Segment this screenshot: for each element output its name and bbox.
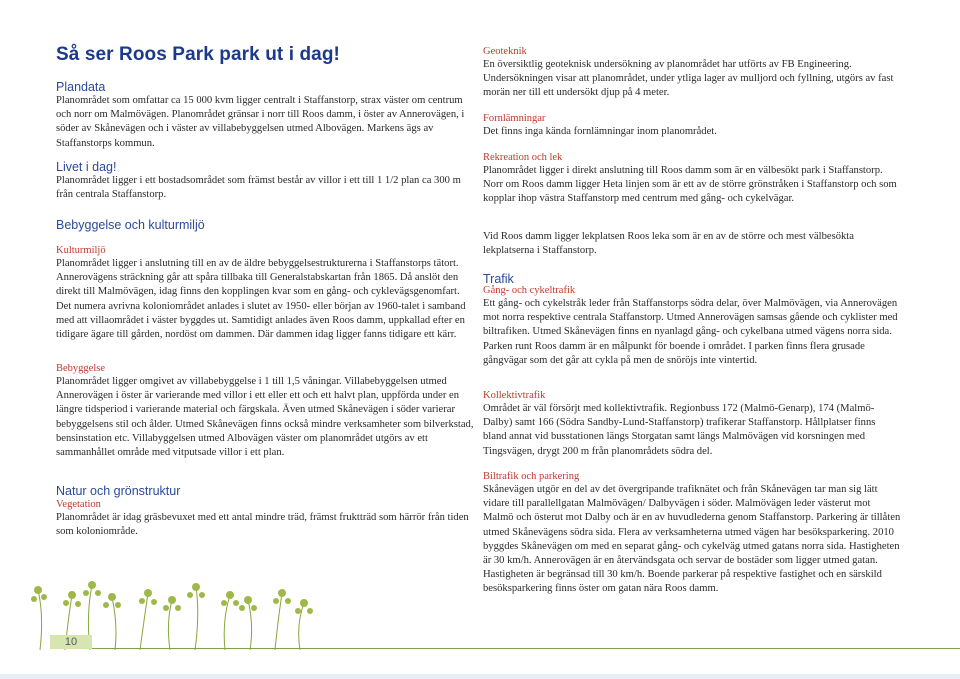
page-number: 10 [50,635,92,649]
kollektivtrafik-text: Området är väl försörjt med kollektivtrafik. Regionbuss 172 (Malmö-Genarp), 174 (Malmö-Dalby) samt 166 (Södra Sandby-Lund-Staffanstorp) trafikerar Staffanstorp. Hållplatser finns bland annat vid busstationen längs Storgatan samt längs Malmövägen vid korsningen med Tingsvägen, drygt 200 m från planområdets södra del. [483,403,876,457]
biltrafik-text: Skånevägen utgör en del av det övergripande trafiknätet och från Skånevägen tar man sig lätt vidare till parallellgatan Malmövägen/ Dalbyvägen i söder. Malmövägen leder västerut mot Malmö och österut mot Dalby och är en av huvudlederna genom Staffanstorp. Parkering är tillåten utmed Skånevägens södra sida. Flera av verksamheterna utmed vägen har besöksparkering. 2010 byggdes Skånevägen om med en separat gång- och cykelväg utmed gatans norra sida. Hastigheten är 30 km/h. Annerovägen är en återvändsgata och servar de bostäder som ligger utmed gatan. Hastigheten är begränsad till 30 km/h. Boende parkerar på respektive fastighet och en särskild besöksparkering finns öster om gatan nära Roos damm. [483,484,901,595]
fornlamningar-text: Det finns inga kända fornlämningar inom planområdet. [483,126,717,137]
kulturmiljo-text: Planområdet ligger i anslutning till en av de äldre bebyggelsestrukturerna i Staffanstorps tätort. Annerovägens sträckning går att spåra tillbaka till Generalstabskartan från 1865. Då anslöt den direkt till Malmövägen, idag finns den kopplingen kvar som en gång- och cyklevägsgenomfart. Det numera avrivna koloniområdet anlades i slutet av 1950- eller början av 1960-talet i samband med att villaområdet i väster byggdes ut. Samtidigt anlades även Roos damm, uppkallad efter en tidigare ägare till gården, nordöst om dammen. Där dammen idag ligger fanns tidigare ett kärr. [56,258,466,341]
kollektivtrafik-subheading: Kollektivtrafik [483,390,546,401]
plandata-heading: Plandata [56,80,106,94]
vegetation-text: Planområdet är idag gräsbevuxet med ett antal mindre träd, främst fruktträd som härrör från tiden som koloniområde. [56,512,469,538]
natur-heading: Natur och grönstruktur [56,484,181,498]
rekreation-subheading: Rekreation och lek [483,152,563,163]
bebyggelse-heading: Bebyggelse och kulturmiljö [56,218,205,232]
geoteknik-text: En översiktlig geoteknisk undersökning av planområdet har utförts av FB Engineering. Undersökningen visar att planområdet, under ytliga lager av mulljord och fyllning, utgörs av fast morän ner till ett undersökt djup på 4 meter. [483,59,894,99]
bottom-band [0,674,960,679]
page-title: Så ser Roos Park park ut i dag! [56,44,340,65]
fornlamningar-subheading: Fornlämningar [483,113,546,124]
bebyggelse-text: Planområdet ligger omgivet av villabebyggelse i 1 till 1,5 våningar. Villabebyggelsen utmed Annerovägen i öster är varierande med villor i ett eller ett och ett halvt plan, uppförda under en längre tidsperiod i varierande material och färgskala. Även utmed Skånevägen i söder varierar bebyggelsens stil och ålder. Utmed Skånevägen finns också mindre verksamheter som bilverkstad, bensinstation etc. Villabyggelsen utmed Albovägen väster om planområdet utgörs av ett sammanhållet område med vitputsade villor i ett plan. [56,376,474,459]
livet-text: Planområdet ligger i ett bostadsområdet som främst består av villor i ett till 1 1/2 plan ca 300 m från centrala Staffanstorp. [56,175,461,201]
kulturmiljo-subheading: Kulturmiljö [56,245,106,256]
trafik-heading: Trafik [483,272,514,286]
gang-cykel-text: Ett gång- och cykelstråk leder från Staffanstorps södra delar, över Malmövägen, via Annerovägen mot norra respektive centrala Staffanstorp. Utmed Annerovägen samsas gående och cyklister med biltrafiken. Utmed Skånevägen finns en nyanlagd gång- och cykelbana utmed vägens norra sida. Parken runt Roos damm är en målpunkt för boende i området. I parken finns flera grusade gångvägar som det går att cykla på men de snöröjs inte vintertid. [483,298,898,366]
gang-cykel-subheading: Gång- och cykeltrafik [483,285,576,296]
vegetation-subheading: Vegetation [56,499,101,510]
footer-rule [60,648,960,649]
bebyggelse-subheading: Bebyggelse [56,363,105,374]
plandata-text: Planområdet som omfattar ca 15 000 kvm ligger centralt i Staffanstorp, strax väster om centrum och norr om Malmövägen. Planområdet gränsar i norr till Roos damm, i öster av Annerovägen, i söder av Skånevägen och i väster av villabebyggelsen utmed Albovägen. Markens ägs av Staffanstorps kommun. [56,95,465,149]
rekreation-text: Planområdet ligger i direkt anslutning till Roos damm som är en välbesökt park i Staffanstorp. Norr om Roos damm ligger Heta linjen som är ett av de större grönstråken i Staffanstorp och som kopplar ihop västra Staffanstorp med centrum med gång- och cykelvägar. [483,165,897,205]
livet-heading: Livet i dag! [56,160,117,174]
rekreation-text-2: Vid Roos damm ligger lekplatsen Roos leka som är en av de större och mest välbesökta lekplatserna i Staffanstorp. [483,231,854,257]
geoteknik-subheading: Geoteknik [483,46,527,57]
biltrafik-subheading: Biltrafik och parkering [483,471,580,482]
